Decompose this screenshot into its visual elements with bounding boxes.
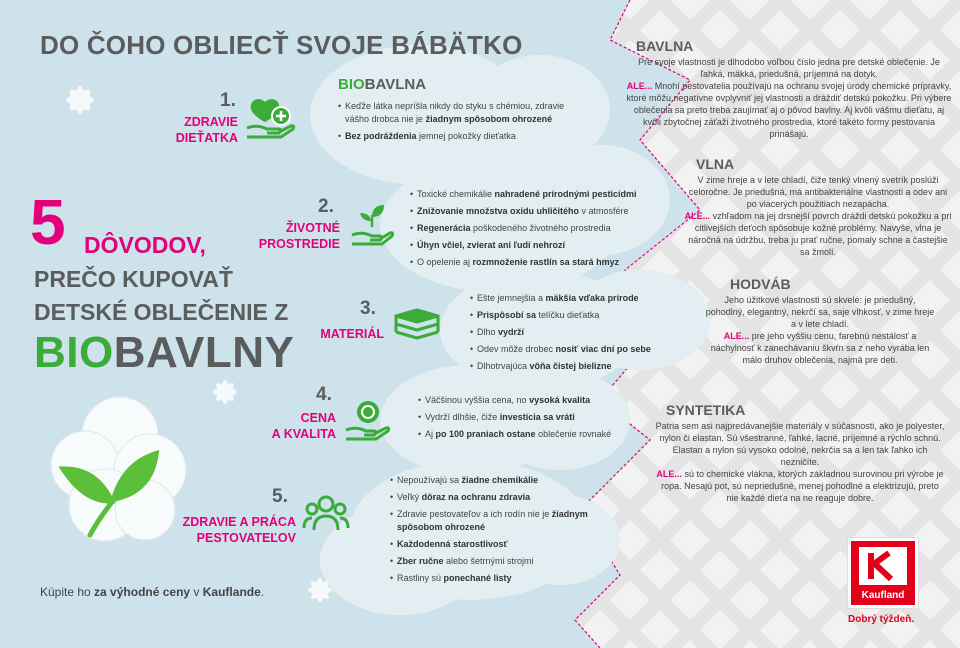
list-item: • Dlhotrvajúca vôňa čistej bielizne	[470, 360, 710, 373]
material-bavlna-p2: Mnohí pestovatelia používajú na ochranu svojej úrody chemické prípravky, ktoré môžu negatívne ovplyvniť jej vlastnosti a dráždiť detskú pokožku. Pri výbere oblečenia sa preto treba zaujímať aj o pôvod bavlny. Aj kvôli vášmu dieťatu, aj kvôli zbytočnej záťaži životného prostredia, ktoré takéto formy pestovania prinášajú.	[626, 81, 952, 139]
footer-bold: za výhodné ceny	[94, 585, 191, 599]
reason-3-label-l1: MATERIÁL	[320, 327, 384, 341]
people-icon	[302, 494, 350, 534]
page-title: DO ČOHO OBLIECŤ SVOJE BÁBÄTKO	[40, 30, 523, 60]
reason-3-number: 3.	[360, 298, 376, 319]
headline-line3: DETSKÉ OBLEČENIE Z	[34, 299, 289, 325]
subheading-bavlna: BAVLNA	[364, 76, 427, 93]
subheading-bio: BIO	[338, 76, 365, 93]
headline-bio-bavlny	[34, 328, 294, 378]
list-item: • Keďže látka nepríšla nikdy do styku s chémiou, zdravie vášho drobca nie je žiadnym spôsobom ohrozené	[338, 100, 588, 125]
kaufland-logo	[848, 538, 918, 608]
footer-note	[40, 585, 264, 599]
plant-hand-icon	[350, 203, 394, 247]
headline-number: 5	[30, 186, 66, 258]
footer-brand: Kauflande	[202, 585, 261, 599]
reason-3-list	[470, 292, 710, 377]
list-item: • Znižovanie množstva oxidu uhličitého v atmosfére	[410, 205, 670, 218]
reason-3-label	[300, 326, 384, 342]
list-item: • Väčšinou vyššia cena, no vysoká kvalita	[418, 394, 628, 407]
material-hodvab-ale: ALE...	[723, 331, 750, 341]
reason-5-list	[390, 474, 600, 589]
kaufland-tagline: Dobrý týždeň.	[848, 614, 915, 625]
reason-1-list	[338, 100, 588, 147]
material-vlna-text	[684, 174, 952, 258]
headline-line2: PREČO KUPOVAŤ	[34, 266, 233, 292]
material-hodvab-p1: Jeho úžitkové vlastnosti sú skvelé: je priedušný, pohodlný, elegantný, nekrčí sa, saje vlhkosť, v zime hreje a v lete chladí.	[705, 295, 935, 329]
material-bavlna-title: BAVLNA	[636, 38, 694, 54]
reason-4-label-l2: A KVALITA	[271, 427, 336, 441]
list-item: • Nepoužívajú sa žiadne chemikálie	[390, 474, 600, 487]
list-item: • Toxické chemikálie nahradené prírodnými pesticídmi	[410, 188, 670, 201]
reason-5-label	[160, 514, 296, 546]
list-item: • Odev môže drobec nosiť viac dní po sebe	[470, 343, 710, 356]
material-syntetika-title: SYNTETIKA	[666, 402, 746, 418]
footer-pre: Kúpite ho	[40, 585, 95, 599]
footer-end: .	[260, 585, 265, 599]
list-item: • Zber ručne alebo šetrnými strojmi	[390, 555, 600, 568]
kaufland-logo-text: Kaufland	[861, 590, 905, 601]
list-item: • O opelenie aj rozmnoženie rastlín sa stará hmyz	[410, 256, 670, 269]
reason-2-label	[250, 220, 340, 252]
material-hodvab-title: HODVÁB	[730, 276, 791, 292]
headline-bavlny: BAVLNY	[113, 328, 295, 377]
list-item: • Rastliny sú ponechané listy	[390, 572, 600, 585]
material-hodvab-text	[704, 294, 936, 366]
footer-mid: v	[190, 585, 203, 599]
list-item: • Ešte jemnejšia a mäkšia vďaka prírode	[470, 292, 710, 305]
material-vlna-p2: vzhľadom na jej drsnejší povrch dráždi detskú pokožku a pri citlivejších deťoch spôsobuje kožné problémy. Navyše, vlna je náročná na údržbu, treba ju prať ručne, pomaly schne a častejšie sa žmolí.	[688, 211, 952, 257]
headline-bio: BIO	[34, 328, 114, 377]
material-syntetika-ale: ALE...	[656, 469, 682, 479]
material-vlna-ale: ALE...	[684, 211, 711, 221]
reason-4-number: 4.	[316, 384, 332, 405]
material-bavlna-p1: Pre svoje vlastnosti je dlhodobo voľbou číslo jedna pre detské oblečenie. Je ľahká, mäkká, priedušná, príjemná na dotyk.	[638, 57, 940, 79]
list-item: • Regenerácia poškodeného životného prostredia	[410, 222, 670, 235]
material-syntetika-p2: sú to chemické vlákna, ktorých základnou surovinou pri výrobe je ropa. Nesajú pot, sú nepriedušné, menej pohodlné a elektrizujú, preto nie každé dieťa na ne reaguje dobre.	[661, 469, 944, 503]
fabric-stack-icon	[392, 308, 442, 342]
reason-5-label-l2: PESTOVATEĽOV	[196, 531, 296, 545]
heart-hand-icon	[245, 96, 301, 140]
list-item: • Zdravie pestovateľov a ich rodín nie je žiadnym spôsobom ohrozené	[390, 508, 600, 533]
reason-2-label-l2: PROSTREDIE	[258, 237, 340, 251]
material-vlna-p1: V zime hreje a v lete chladí, čiže tenký vlnený svetrík poslúži celoročne. Je priedušná, má antibakteriálne vlastnosti a odev ani po viacerých použitiach nezapácha.	[688, 175, 948, 209]
reason-1-label	[160, 114, 238, 146]
reason-1-number: 1.	[220, 90, 236, 111]
list-item: • Vydrží dlhšie, čiže investícia sa vráti	[418, 411, 628, 424]
material-syntetika-p1: Patria sem asi najpredávanejšie materiály v súčasnosti, ako je polyester, nylon či elastan. Sú všestranné, ľahké, lacné, príjemné a rýchlo schnú. Elastan a nylon sú vysoko odolné, nekrčia sa a len tak ľahko ich nezničíte.	[655, 421, 945, 467]
reason-1-label-l2: DIEŤATKA	[175, 131, 238, 145]
reason-5-label-l1: ZDRAVIE A PRÁCA	[182, 515, 296, 529]
reason-1-label-l1: ZDRAVIE	[184, 115, 238, 129]
list-item: • Veľký dôraz na ochranu zdravia	[390, 491, 600, 504]
coin-hand-icon	[344, 398, 392, 442]
list-item: • Prispôsobí sa telíčku dieťatka	[470, 309, 710, 322]
list-item: • Každodenná starostlivosť	[390, 538, 600, 551]
material-bavlna-ale: ALE...	[626, 81, 653, 91]
material-hodvab-p2: pre jeho vyššiu cenu, farebnú nestálosť a náchylnosť k zanechávaniu škvŕn sa z neho vyrába len málo druhov oblečenia, najmä pre deti.	[710, 331, 930, 365]
material-vlna-title: VLNA	[696, 156, 735, 172]
reason-4-list	[418, 394, 628, 445]
list-item: • Úhyn včiel, zvierat ani ľudí nehrozí	[410, 239, 670, 252]
material-syntetika-text	[654, 420, 946, 504]
reason-5-number: 5.	[272, 486, 288, 507]
reason-2-number: 2.	[318, 196, 334, 217]
reason-2-list	[410, 188, 670, 273]
biobavlna-heading	[338, 76, 426, 93]
list-item: • Dlho vydrží	[470, 326, 710, 339]
reason-4-label	[250, 410, 336, 442]
headline-line1: DÔVODOV,	[84, 232, 206, 258]
reason-4-label-l1: CENA	[300, 411, 336, 425]
list-item: • Bez podráždenia jemnej pokožky dieťatka	[338, 130, 588, 143]
list-item: • Aj po 100 praniach ostane oblečenie rovnaké	[418, 428, 628, 441]
material-bavlna-text	[626, 56, 952, 140]
reason-2-label-l1: ŽIVOTNÉ	[285, 221, 340, 235]
